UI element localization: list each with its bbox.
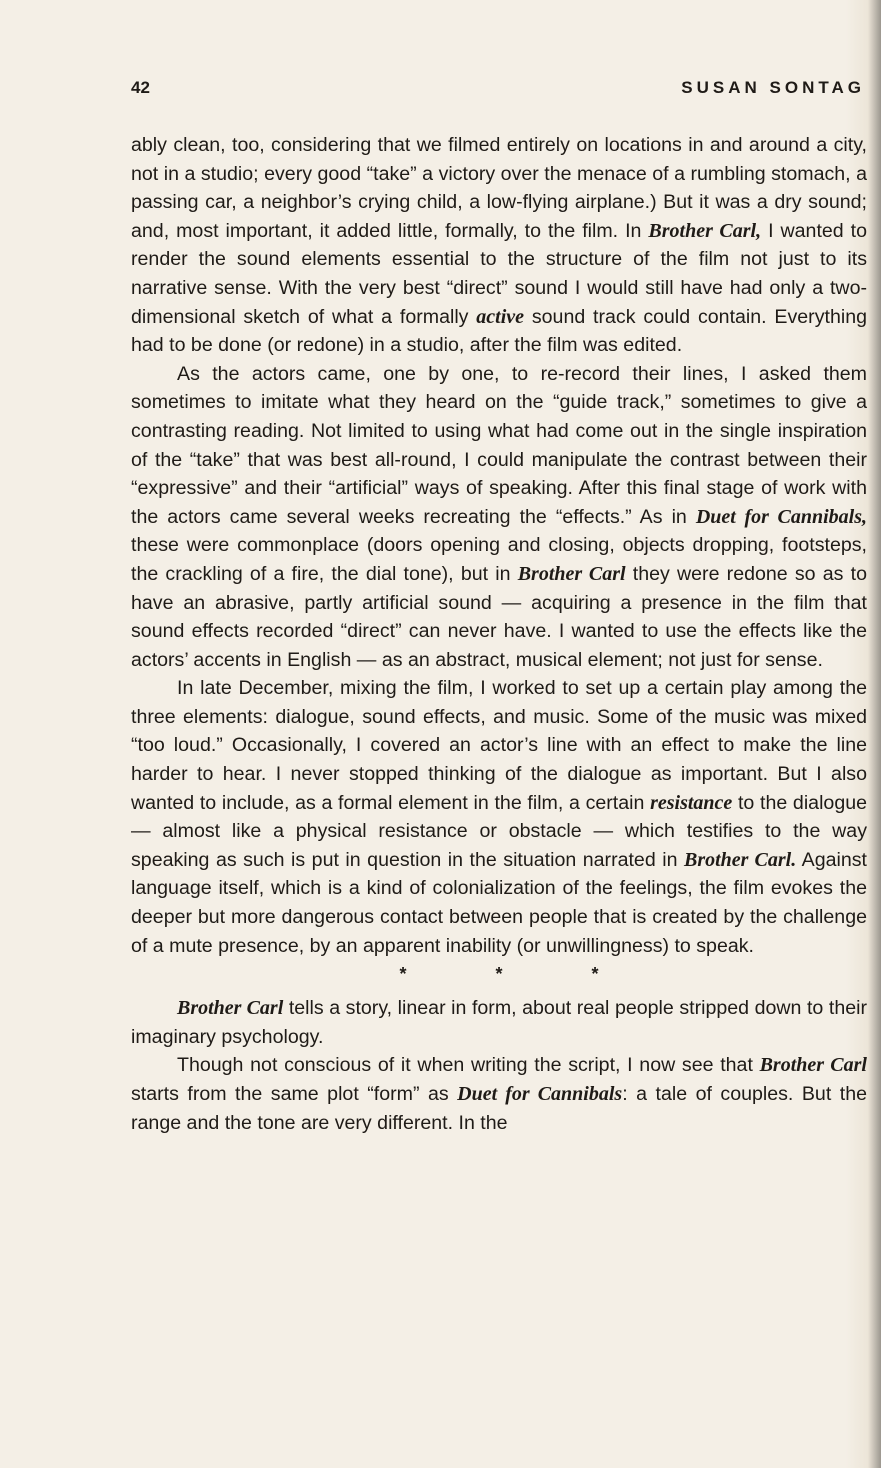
paragraph-text: Though not conscious of it when writing the script, I now see that xyxy=(177,1054,760,1077)
italic-title-text: Brother Carl xyxy=(759,1054,867,1077)
paragraph-text: they were redone so as to have an abrasive, partly artificial sound — acquiring a presence in the film that sound effects recorded “direct” can never have. I wanted to use the effects like the actors’ accents in English — as an abstract, musical element; not just for sense. xyxy=(131,562,867,671)
paragraph xyxy=(131,1051,867,1137)
page-number: 42 xyxy=(131,78,150,97)
paragraph-text: starts from the same plot “form” as xyxy=(131,1083,458,1105)
paragraph-text: I wanted to render the sound elements essential to the structure of the film not just to its narrative sense. With the very best “direct” sound I would still have had only a two-dimensional sketch of what a formally xyxy=(131,219,867,328)
paragraph xyxy=(131,674,867,960)
paragraph-text: these were commonplace (doors opening and closing, objects dropping, footsteps, the crackling of a fire, the dial tone), but in xyxy=(131,534,867,585)
section-break: * * * xyxy=(399,964,641,985)
italic-title-text: Duet for Cannibals xyxy=(457,1083,623,1105)
paragraph-text: to the dialogue — almost like a physical resistance or obstacle — which testifies to the way speaking as such is put in question in the situation narrated in xyxy=(131,791,868,871)
paragraph-text: ably clean, too, considering that we filmed entirely on locations in and around a city, not in a studio; every good “take” a victory over the menace of a rumbling stomach, a passing car, a neighbor’s crying child, a low-flying airplane.) But it was a dry sound; and, most important, it added little, formally, to the film. In xyxy=(131,134,867,242)
paragraph xyxy=(131,994,867,1051)
italic-title-text: active xyxy=(476,305,525,328)
italic-title-text: resistance xyxy=(650,791,733,814)
paragraph-text: tells a story, linear in form, about real people stripped down to their imaginary psychology. xyxy=(131,997,867,1048)
italic-title-text: Brother Carl. xyxy=(684,848,797,871)
paragraph-text: As the actors came, one by one, to re-record their lines, I asked them sometimes to imitate what they heard on the “guide track,” sometimes to give a contrasting reading. Not limited to using what had come out in the single inspiration of the “take” that was best all-round, I could manipulate the contrast between their “expressive” and their “artificial” ways of speaking. After this final stage of work with the actors came several weeks recreating the “effects.” As in xyxy=(131,362,867,528)
italic-title-text: Duet for Cannibals, xyxy=(695,505,867,528)
paragraph-text: In late December, mixing the film, I worked to set up a certain play among the three elements: dialogue, sound effects, and music. Some of the music was mixed “too loud.” Occasionally, I covered an actor’s line with an effect to make the line harder to hear. I never stopped thinking of the dialogue as important. But I also wanted to include, as a formal element in the film, a certain xyxy=(131,677,867,814)
paragraph-text: : a tale of couples. But the range and the tone are very different. In the xyxy=(131,1083,867,1134)
running-head: SUSAN SONTAG xyxy=(681,78,865,97)
paragraph xyxy=(131,131,867,360)
paragraph xyxy=(131,360,867,675)
italic-title-text: Brother Carl xyxy=(517,562,626,585)
italic-title-text: Brother Carl xyxy=(177,997,284,1020)
page-header xyxy=(131,78,871,102)
paragraph-text: sound track could contain. Everything had to be done (or redone) in a studio, after the film was edited. xyxy=(131,305,867,357)
paragraph-text: Against language itself, which is a kind of colonialization of the feelings, the film evokes the deeper but more dangerous contact between people that is created by the challenge of a mute presence, by an apparent inability (or unwillingness) to speak. xyxy=(131,848,867,957)
body-text xyxy=(131,131,867,1137)
italic-title-text: Brother Carl, xyxy=(648,219,762,242)
